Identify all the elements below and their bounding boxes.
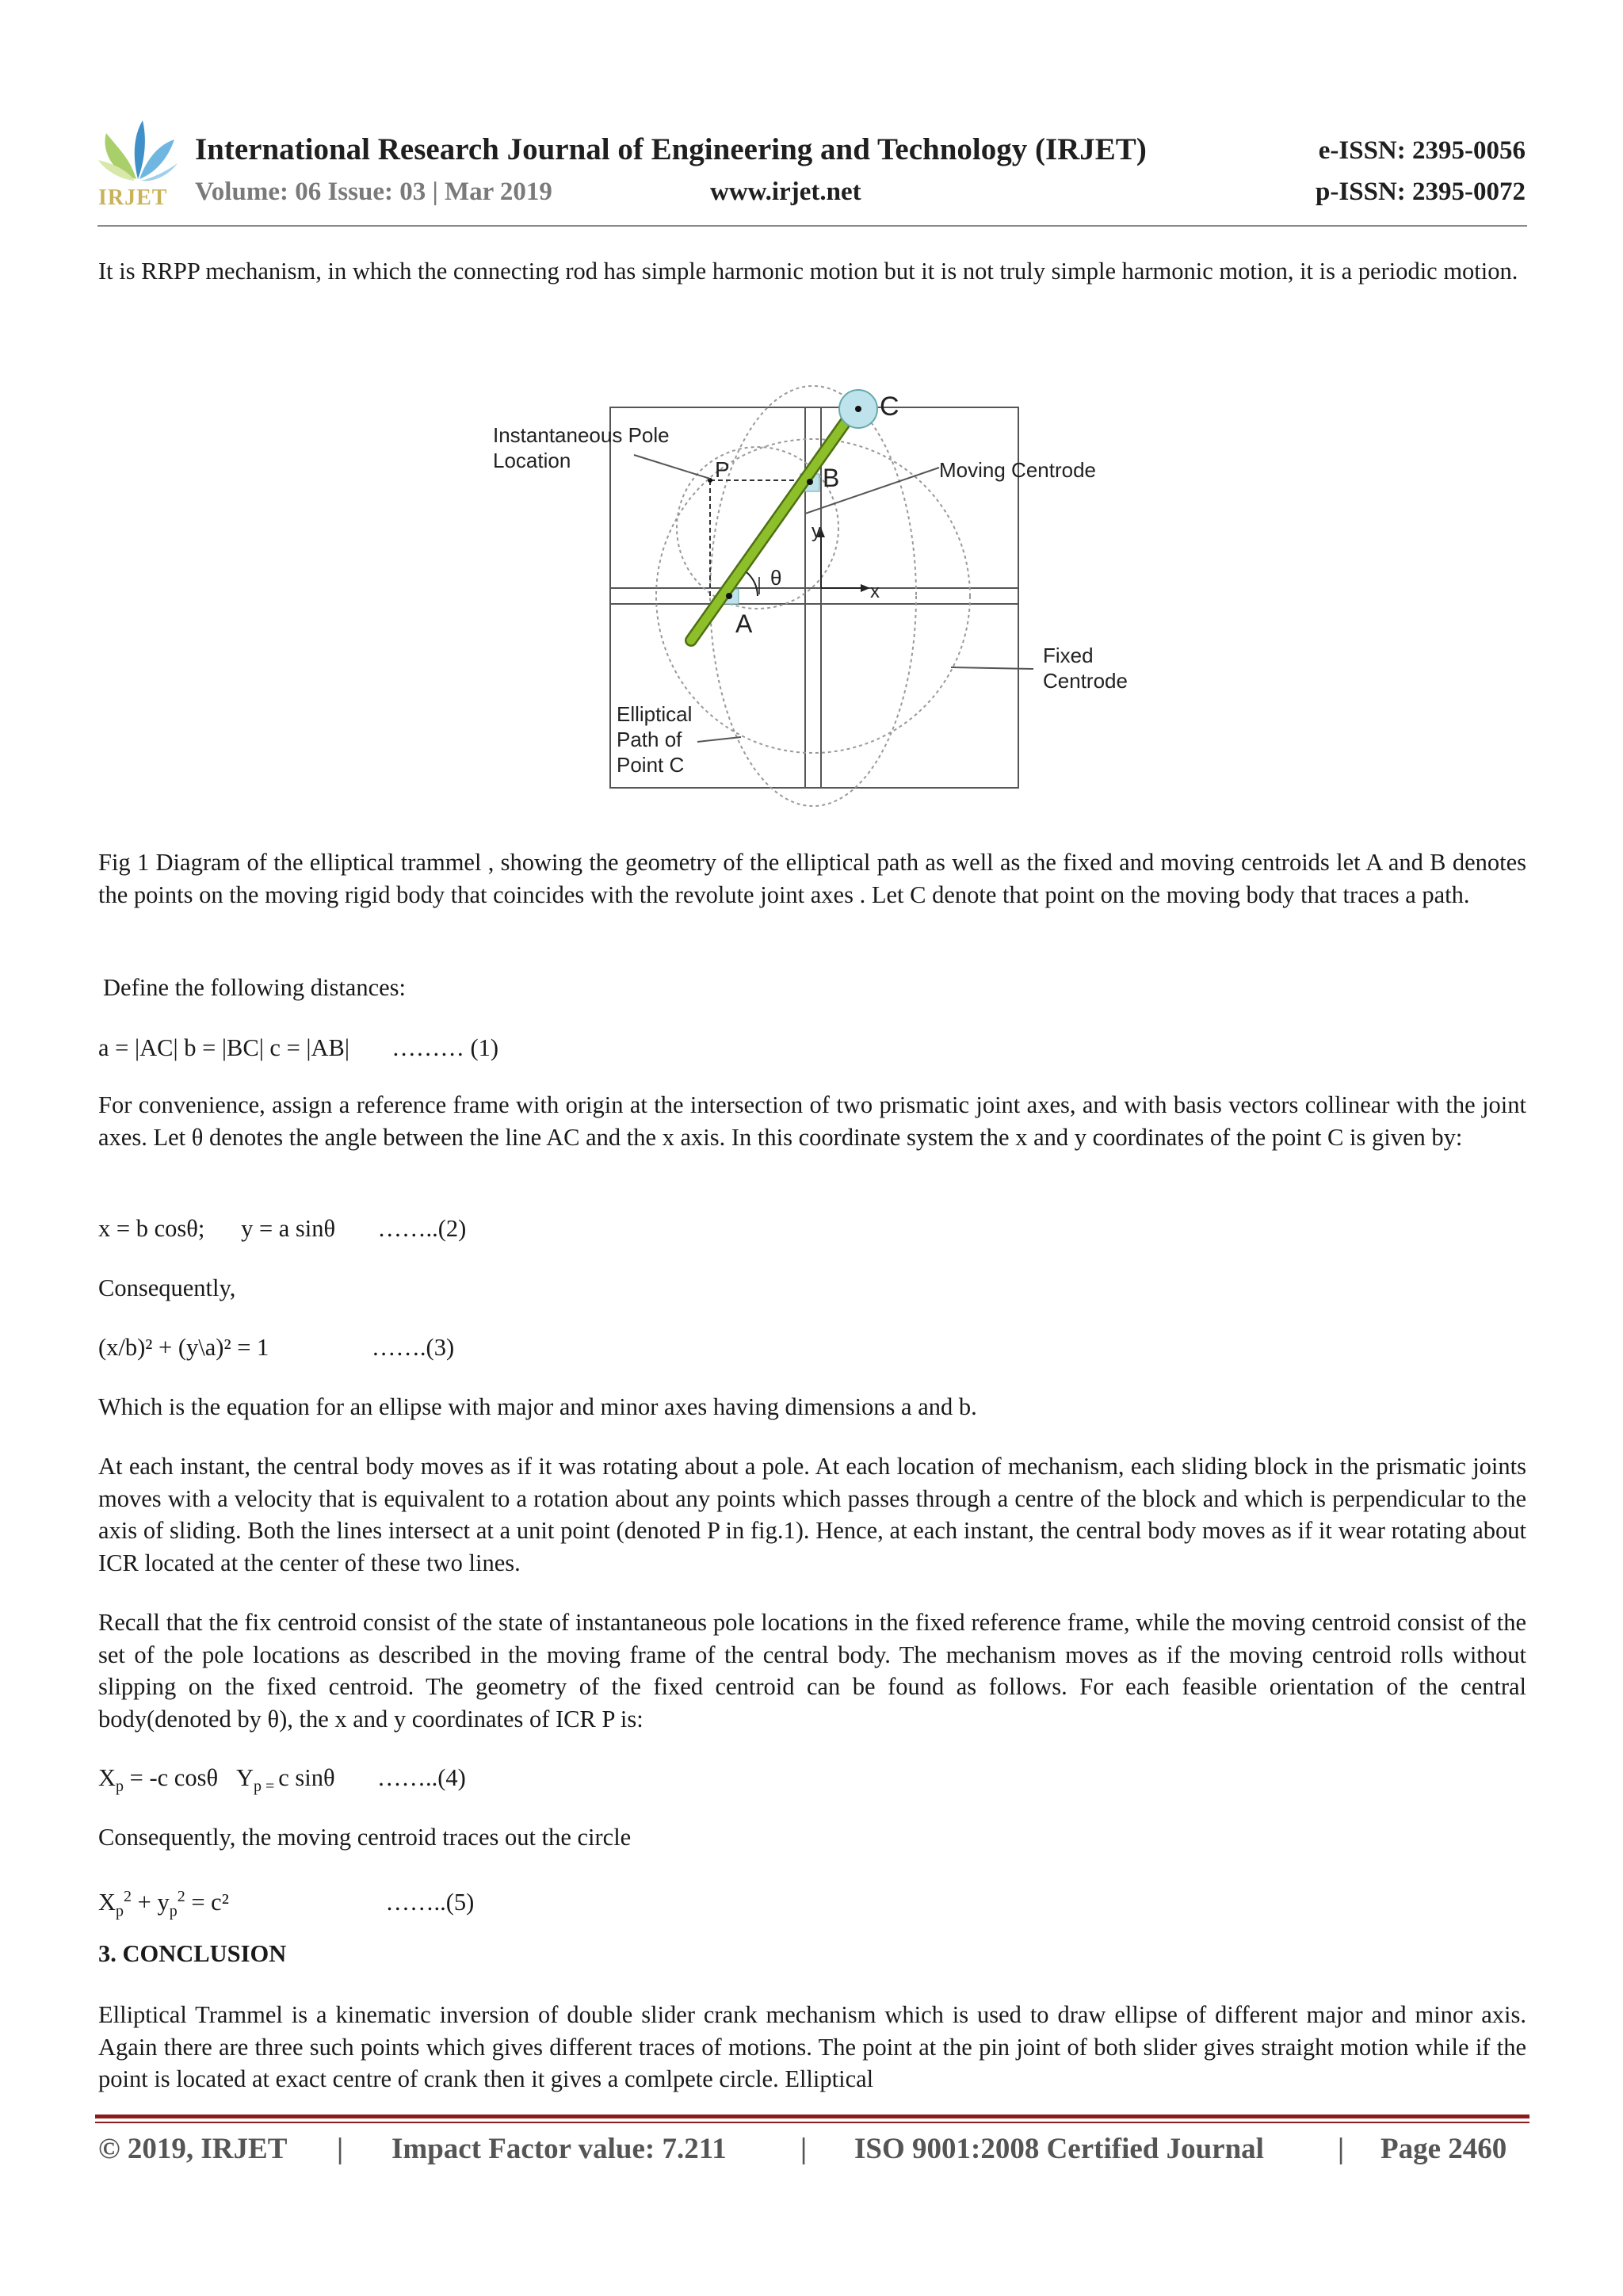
equation-1: a = |AC| b = |BC| c = |AB| ……… (1) bbox=[98, 1034, 499, 1061]
consequently-1: Consequently, bbox=[98, 1274, 236, 1301]
label-ellip-2: Path of bbox=[617, 728, 682, 751]
figure-caption: Fig 1 Diagram of the elliptical trammel , showing the geometry of the elliptical path as well as the fixed and moving centroids let A and B denotes the points on the moving rigid body that coincides with the revolute joint axes . Let C denote that point on the moving body that traces a path. bbox=[98, 849, 1526, 908]
fixed-centrode-leader bbox=[951, 667, 1033, 669]
footer-iso: ISO 9001:2008 Certified Journal bbox=[854, 2133, 1264, 2165]
header-divider bbox=[97, 225, 1527, 227]
journal-title: International Research Journal of Engineering and Technology (IRJET) bbox=[195, 132, 1147, 166]
paragraph-instant: At each instant, the central body moves as if it was rotating about a pole. At each location of mechanism, each sliding block in the prismatic joints moves with a velocity that is equivalent to a rotation about any points which passes through a centre of the block and which is perpendicular to the axis of sliding. Both the lines intersect at a unit point (denoted P in fig.1). Hence, at each instant, the central body moves as if it wear rotating about ICR located at the center of these two lines. bbox=[98, 1453, 1526, 1576]
equation-3: (x/b)² + (y\a)² = 1 …….(3) bbox=[98, 1334, 455, 1361]
conclusion-heading: 3. CONCLUSION bbox=[98, 1940, 287, 1967]
point-b bbox=[807, 479, 813, 485]
label-a: A bbox=[735, 609, 753, 638]
footer-separator: | bbox=[800, 2133, 808, 2165]
elliptical-path-leader bbox=[697, 737, 741, 742]
label-fixed-2: Centrode bbox=[1043, 669, 1128, 693]
label-y: y bbox=[812, 521, 821, 542]
paragraph-recall: Recall that the fix centroid consist of the state of instantaneous pole locations in the fixed reference frame, while the moving centroid consist of the set of the pole locations as described in the moving frame of the central body. The mechanism moves as if the moving centroid rolls without slipping on the fixed centroid. The geometry of the fixed centroid can be found as follows. For each feasible orientation of the central body(denoted by θ), the x and y coordinates of ICR P is: bbox=[98, 1609, 1526, 1733]
label-moving-centrode: Moving Centrode bbox=[939, 458, 1096, 482]
footer-copyright: © 2019, IRJET bbox=[98, 2133, 288, 2165]
label-ellip-1: Elliptical bbox=[617, 702, 693, 726]
elliptical-trammel-figure bbox=[491, 379, 1149, 807]
footer-rule-thin bbox=[95, 2122, 1529, 2123]
footer-impact-factor: Impact Factor value: 7.211 bbox=[391, 2133, 727, 2165]
label-ellip-3: Point C bbox=[617, 753, 685, 777]
paragraph-convenience: For convenience, assign a reference frame with origin at the intersection of two prismatic joint axes, and with basis vectors collinear with the joint axes. Let θ denotes the angle between the line AC and the x axis. In this coordinate system the x and y coordinates of the point C is given by: bbox=[98, 1091, 1526, 1151]
footer-page-number: Page 2460 bbox=[1381, 2133, 1507, 2165]
point-a bbox=[726, 593, 732, 599]
intro-paragraph: It is RRPP mechanism, in which the connecting rod has simple harmonic motion but it is not truly simple harmonic motion, it is a periodic motion. bbox=[98, 258, 1518, 285]
label-p: P bbox=[715, 457, 730, 482]
journal-url[interactable]: www.irjet.net bbox=[710, 178, 861, 206]
equation-4: $X_p = -c$ cosθ $Y_{p =}$ c sinθ ……..(4) bbox=[98, 1764, 466, 1796]
equation-2: x = b cosθ; y = a sinθ ……..(2) bbox=[98, 1215, 467, 1242]
footer-rule-thick bbox=[95, 2115, 1529, 2118]
paragraph-ellipse: Which is the equation for an ellipse with major and minor axes having dimensions a and b. bbox=[98, 1393, 977, 1420]
equation-5: $X_p^2 + y_p^2 = c^2$ ……..(5) bbox=[98, 1888, 475, 1920]
define-distances: Define the following distances: bbox=[103, 974, 406, 1001]
label-x: x bbox=[870, 581, 880, 602]
point-c bbox=[855, 406, 861, 412]
footer-separator: | bbox=[337, 2133, 344, 2165]
footer-separator: | bbox=[1338, 2133, 1345, 2165]
label-theta: θ bbox=[770, 566, 782, 590]
label-c: C bbox=[880, 392, 899, 422]
pole-leader bbox=[634, 455, 710, 479]
eissn: e-ISSN: 2395-0056 bbox=[1318, 136, 1526, 165]
label-pole-2: Location bbox=[493, 449, 571, 472]
label-fixed-1: Fixed bbox=[1043, 644, 1094, 667]
volume-issue: Volume: 06 Issue: 03 | Mar 2019 bbox=[195, 178, 552, 206]
paragraph-conclusion: Elliptical Trammel is a kinematic inversion of double slider crank mechanism which is used to draw ellipse of different major and minor axis. Again there are three such points which gives different traces of motions. The point at the pin joint of both slider gives straight motion while if the point is located at exact centre of crank then it gives a comlpete circle. Elliptical bbox=[98, 2001, 1526, 2092]
irjet-logo bbox=[95, 117, 179, 211]
label-pole-1: Instantaneous Pole bbox=[493, 423, 670, 447]
consequently-2: Consequently, the moving centroid traces out the circle bbox=[98, 1824, 632, 1851]
logo-text: IRJET bbox=[98, 185, 168, 210]
label-b: B bbox=[823, 464, 840, 492]
theta-arc bbox=[747, 572, 758, 596]
pissn: p-ISSN: 2395-0072 bbox=[1316, 178, 1526, 206]
